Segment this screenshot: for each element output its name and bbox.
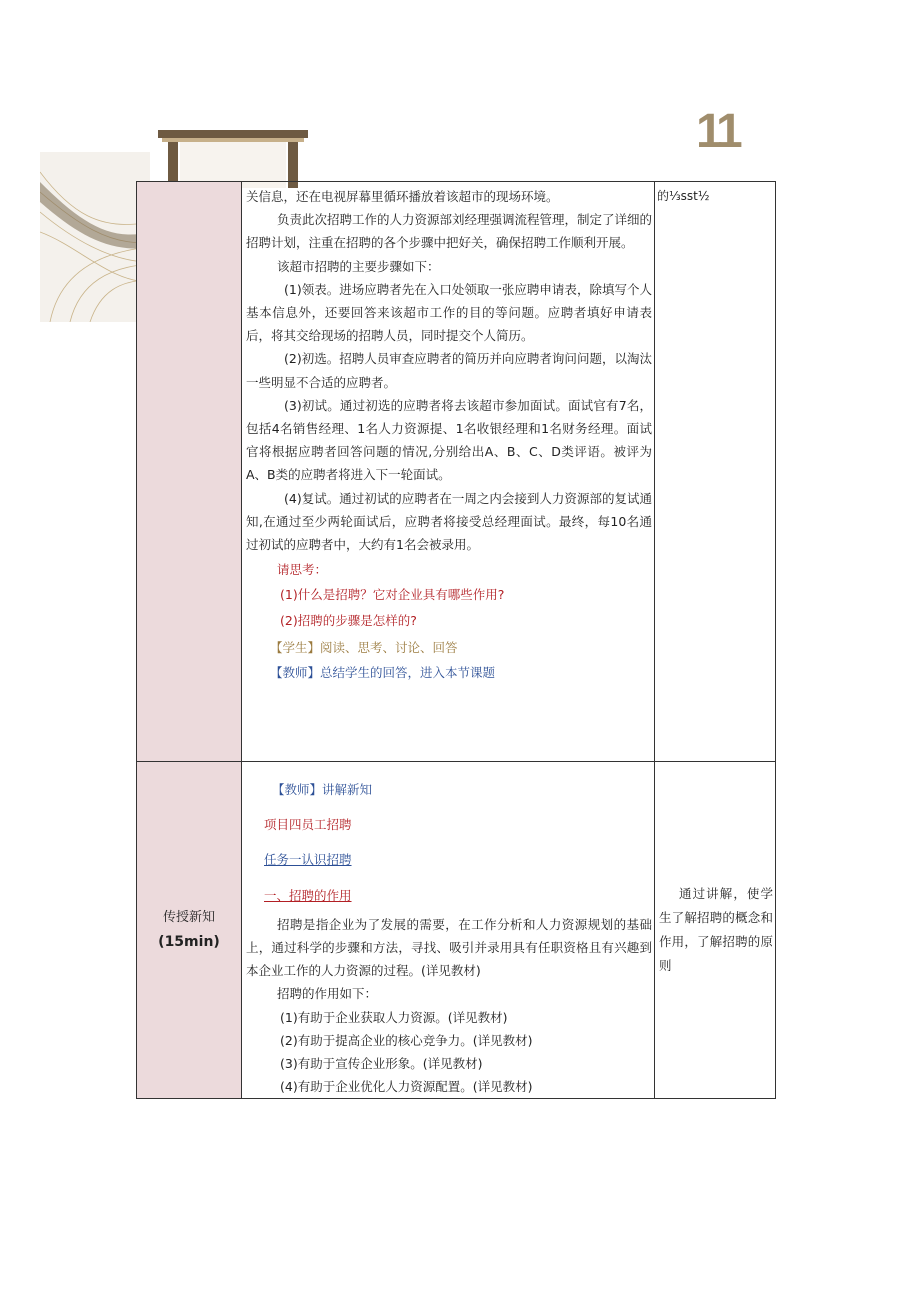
page-number: 11 [696,105,739,158]
roles-intro: 招聘的作用如下： [277,986,378,1002]
stage-cell [137,182,242,762]
case-paragraph: 关信息，还在电视屏幕里循环播放着该超市的现场环境。 [246,189,559,204]
step-paragraph: (1)领表。进场应聘者先在入口处领取一张应聘申请表，除填写个人基本信息外，还要回答来该超市工作的目的等问题。应聘者填好申请表后，将其交给现场的招聘人员，同时提交个人简历。 [246,281,652,344]
stage-time: (15min) [158,934,220,951]
think-question: (1)什么是招聘？它对企业具有哪些作用? [280,587,505,603]
decorative-curves-image [40,152,150,322]
section-title: 一、招聘的作用 [264,887,352,903]
definition-paragraph: 招聘是指企业为了发展的需要，在工作分析和人力资源规划的基础上，通过科学的步骤和方法，寻找、吸引并录用具有任职资格且有兴趣到本企业工作的人力资源的过程。(详见教材) [246,916,652,979]
role-item: (4)有助于企业优化人力资源配置。(详见教材) [280,1079,533,1095]
task-title: 任务一认识招聘 [264,852,352,868]
section-title-wrap [246,884,652,907]
step-paragraph: (2)初选。招聘人员审查应聘者的简历并向应聘者询问问题，以淘汰一些明显不合适的应聘者。 [246,351,652,390]
stage-cell [137,762,242,1099]
table-row [137,762,776,1099]
role-item: (3)有助于宣传企业形象。(详见教材) [280,1056,483,1072]
decorative-frame-image [158,128,308,188]
think-title: 请思考： [277,562,328,578]
think-question: (2)招聘的步骤是怎样的? [280,612,417,628]
role-item: (2)有助于提高企业的核心竞争力。(详见教材) [280,1032,533,1048]
design-note: 的⅓sst½ [657,189,710,203]
content-cell [242,762,655,1099]
project-title: 项目四员工招聘 [264,817,352,833]
case-paragraph: 负责此次招聘工作的人力资源部刘经理强调流程管理，制定了详细的招聘计划，注重在招聘的各个步骤中把好关，确保招聘工作顺利开展。 [246,212,653,251]
teacher-intro: 【教师】讲解新知 [272,782,373,797]
task-title-wrap [246,848,652,871]
lesson-plan-table [136,181,776,1099]
table-row [137,182,776,762]
case-paragraph: 该超市招聘的主要步骤如下： [277,258,440,274]
note-cell [655,762,776,1099]
step-paragraph: (3)初试。通过初选的应聘者将去该超市参加面试。面试官有7名，包括4名销售经理、1名人力资源提、1名收银经理和1名财务经理。面试官将根据应聘者回答问题的情况,分别给出A、B、C、D类评语。被评为A、B类的应聘者将进入下一轮面试。 [246,397,652,483]
content-cell [242,182,655,762]
student-activity: 【学生】阅读、思考、讨论、回答 [270,639,458,655]
step-paragraph: (4)复试。通过初试的应聘者在一周之内会接到人力资源部的复试通知,在通过至少两轮面试后，应聘者将接受总经理面试。最终，每10名通过初试的应聘者中，大约有1名会被录用。 [246,490,652,553]
stage-name: 传授新知 [162,910,215,926]
teacher-activity: 【教师】总结学生的回答，进入本节课题 [270,665,496,681]
design-note: 通过讲解，使学生了解招聘的概念和作用，了解招聘的原则 [659,886,773,974]
note-cell [655,182,776,762]
role-item: (1)有助于企业获取人力资源。(详见教材) [280,1009,508,1025]
